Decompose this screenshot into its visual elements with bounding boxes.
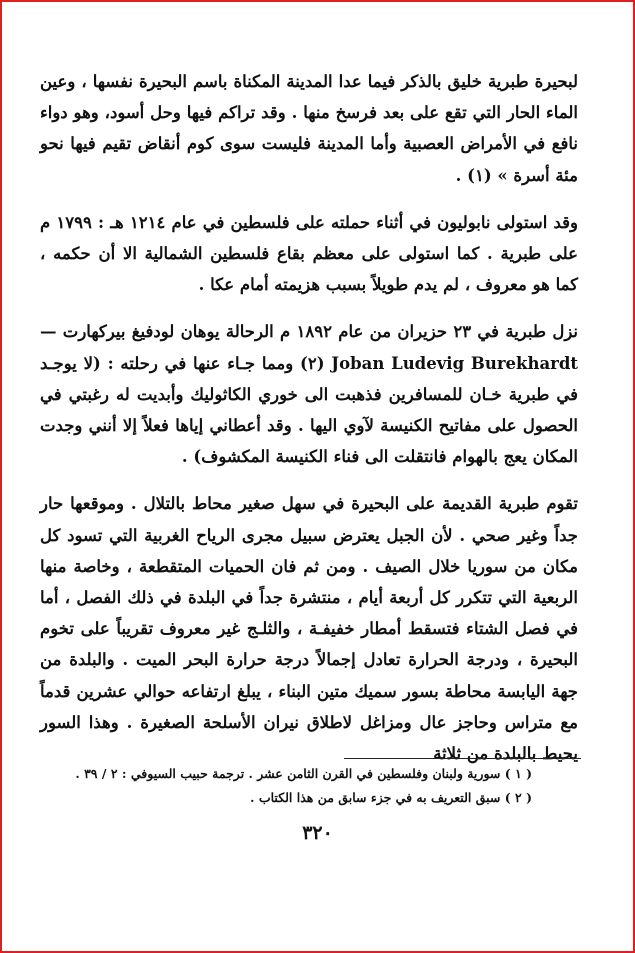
footnote-2: ( ٢ ) سبق التعريف به في جزء سابق من هذا الكتاب . — [250, 790, 532, 805]
paragraph-tiberias-lake: لبحيرة طبرية خليق بالذكر فيما عدا المدينة المكناة باسم البحيرة نفسها ، وعين الماء الحار التي تقع على بعد فرسخ منها . وقد تراكم فيها وحل أسود، وهو دواء نافع في الأمراض العصبية وأما المدينة فليست سوى كوم أنقاض تقيم فيها نحو مئة أسرة » (١) . — [40, 72, 578, 185]
paragraph-burckhardt: نزل طبرية في ٢٣ حزيران من عام ١٨٩٢ م الرحالة يوهان لودفيغ بيركهارت — Joban Ludevig Burekhardt (٢) ومما جـاء عنها في رحلته : (لا يوجـد في طبرية خـان للمسافرين فذهبت الى خوري الكاثوليك وأبديت له رغبتي في الحصول على مفاتيح الكنيسة لآوي اليها . وقد أعطاني إياها فعلاً إلا أنني وجدت المكان يعج بالهوام فانتقلت الى فناء الكنيسة المكشوف) . — [40, 322, 579, 467]
main-text — [40, 66, 578, 769]
footnotes — [40, 762, 532, 810]
paragraph-napoleon: وقد استولى نابوليون في أثناء حملته على فلسطين في عام ١٢١٤ هـ : ١٧٩٩ م على طبرية . كما استولى على معظم بقاع فلسطين الشمالية الا أن حكمه ، كما هو معروف ، لم يدم طويلاً بسبب هزيمته أمام عكا . — [40, 212, 578, 295]
footnote-1: ( ١ ) سورية ولبنان وفلسطين في القرن الثامن عشر . ترجمة حبيب السيوفي : ٢ / ٣٩ . — [75, 766, 532, 781]
paragraph-old-tiberias: تقوم طبرية القديمة على البحيرة في سهل صغير محاط بالتلال . وموقعها حار جداً وغير صحي . لأن الجبل يعترض سبيل مجرى الرياح الغربية التي تسود كل مكان من سوريا خلال الصيف . ومن ثم فان الحميات المتقطعة ، وخاصة منها الربعية التي تتكرر كل أربعة أيام ، منتشرة جداً في البلدة في ذلك الفصل ، أما في فصل الشتاء فتسقط أمطار خفيفـة ، والثلـج غير معروف تقريباً على تخوم البحيرة ، ودرجة الحرارة تعادل إجمالاً درجة حرارة البحر الميت . والبلدة من جهة اليابسة محاطة بسور سميك متين البناء ، يبلغ ارتفاعه حوالي عشرين قدماً مع متراس وحاجز عال ومزاغل لاطلاق نيران الأسلحة الصغيرة . وهذا السور يحيط بالبلدة من ثلاثة — [40, 494, 578, 764]
footnote-divider — [344, 758, 581, 759]
page-number: ٣٢٠ — [302, 822, 333, 844]
